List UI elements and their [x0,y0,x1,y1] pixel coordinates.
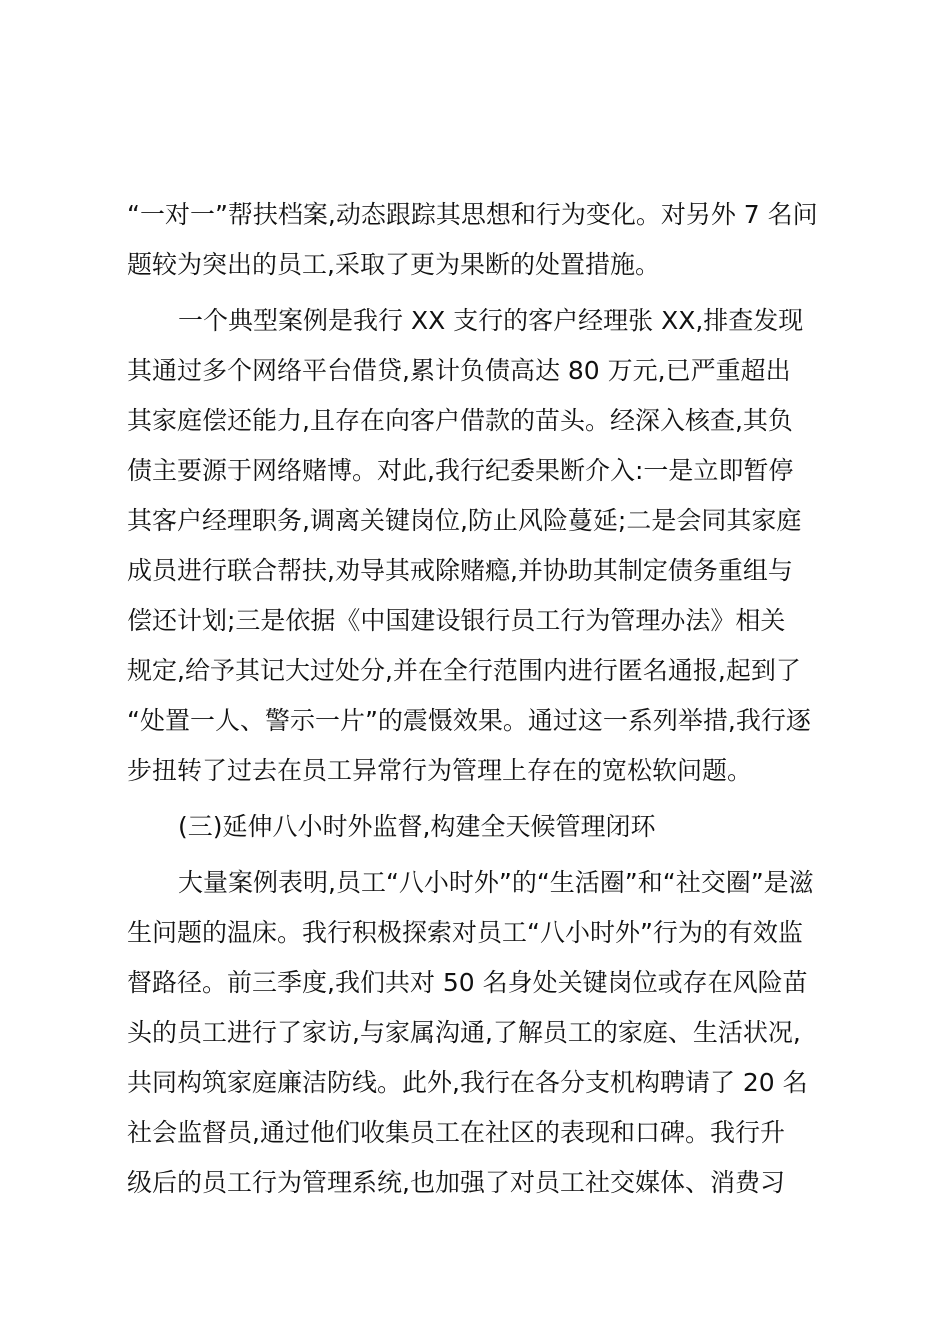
section-heading: (三)延伸八小时外监督,构建全天候管理闭环 [178,812,656,841]
paragraph-line: “处置一人、警示一片”的震慑效果。通过这一系列举措,我行逐 [127,706,811,735]
paragraph-line: 头的员工进行了家访,与家属沟通,了解员工的家庭、生活状况, [127,1018,801,1047]
paragraph-line: 社会监督员,通过他们收集员工在社区的表现和口碑。我行升 [127,1118,785,1147]
paragraph-line: 共同构筑家庭廉洁防线。此外,我行在各分支机构聘请了 20 名 [127,1068,808,1097]
paragraph-line: 级后的员工行为管理系统,也加强了对员工社交媒体、消费习 [127,1168,785,1197]
paragraph-line: 督路径。前三季度,我们共对 50 名身处关键岗位或存在风险苗 [127,968,808,997]
paragraph-line: 其客户经理职务,调离关键岗位,防止风险蔓延;二是会同其家庭 [127,506,802,535]
paragraph-line: 偿还计划;三是依据《中国建设银行员工行为管理办法》相关 [127,606,786,635]
paragraph-line: 步扭转了过去在员工异常行为管理上存在的宽松软问题。 [127,756,753,785]
paragraph-line: 成员进行联合帮扶,劝导其戒除赌瘾,并协助其制定债务重组与 [127,556,793,585]
paragraph-line: 题较为突出的员工,采取了更为果断的处置措施。 [127,250,660,279]
paragraph-line: 规定,给予其记大过处分,并在全行范围内进行匿名通报,起到了 [127,656,801,685]
paragraph-line: 其通过多个网络平台借贷,累计负债高达 80 万元,已严重超出 [127,356,791,385]
paragraph-line: 大量案例表明,员工“八小时外”的“生活圈”和“社交圈”是滋 [178,868,814,897]
paragraph-line: 一个典型案例是我行 XX 支行的客户经理张 XX,排查发现 [178,306,804,335]
paragraph-line: “一对一”帮扶档案,动态跟踪其思想和行为变化。对另外 7 名问 [127,200,818,229]
paragraph-line: 生问题的温床。我行积极探索对员工“八小时外”行为的有效监 [127,918,803,947]
paragraph-line: 其家庭偿还能力,且存在向客户借款的苗头。经深入核查,其负 [127,406,793,435]
paragraph-line: 债主要源于网络赌博。对此,我行纪委果断介入:一是立即暂停 [127,456,794,485]
